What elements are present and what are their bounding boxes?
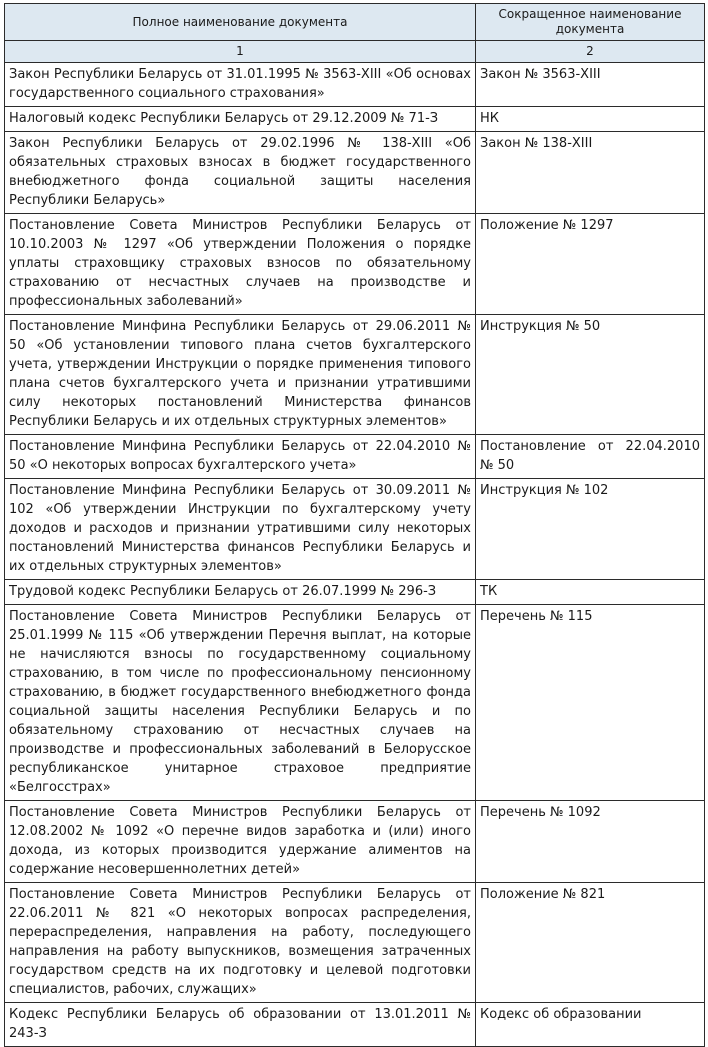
full-name-cell: Закон Республики Беларусь от 29.02.1996 № 138-XIII «Об обязательных страховых взносах в бюджет государственного внебюджетного фонда социальной защиты населения Республики Беларусь» xyxy=(5,132,476,214)
full-name-cell: Постановление Минфина Республики Беларусь от 29.06.2011 № 50 «Об установлении типового плана счетов бухгалтерского учета, утверждении Инструкции о порядке применения типового плана счетов бухгалтерского учета и признании утратившими силу некоторых постановлений Министерства финансов Республики Беларусь и их отдельных структурных элементов» xyxy=(5,315,476,435)
table-row xyxy=(5,883,705,1003)
table-row xyxy=(5,63,705,107)
full-name-cell: Постановление Совета Министров Республики Беларусь от 10.10.2003 № 1297 «Об утверждении Положения о порядке уплаты страховщику страховых взносов по обязательному страхованию от несчастных случаев на производстве и профессиональных заболеваний» xyxy=(5,214,476,315)
full-name-cell: Закон Республики Беларусь от 31.01.1995 № 3563-XIII «Об основах государственного социального страхования» xyxy=(5,63,476,107)
full-name-cell: Постановление Совета Министров Республики Беларусь от 25.01.1999 № 115 «Об утверждении Перечня выплат, на которые не начисляются взносы по государственному социальному страхованию, в том числе по профессиональному пенсионному страхованию, в бюджет государственного внебюджетного фонда социальной защиты населения Республики Беларусь и по обязательному страхованию от несчастных случаев на производстве и профессиональных заболеваний в Белорусское республиканское унитарное страховое предприятие «Белгосстрах» xyxy=(5,605,476,801)
short-name-cell: Кодекс об образовании xyxy=(476,1003,705,1047)
table-row xyxy=(5,479,705,580)
header-short-name: Сокращенное наименование документа xyxy=(476,4,705,41)
table-row xyxy=(5,315,705,435)
table-row xyxy=(5,801,705,883)
header-full-name: Полное наименование документа xyxy=(5,4,476,41)
full-name-cell: Постановление Минфина Республики Беларусь от 30.09.2011 № 102 «Об утверждении Инструкции по бухгалтерскому учету доходов и расходов и признании утратившими силу некоторых постановлений Министерства финансов Республики Беларусь и их отдельных структурных элементов» xyxy=(5,479,476,580)
table-row xyxy=(5,132,705,214)
short-name-cell: Инструкция № 50 xyxy=(476,315,705,435)
short-name-cell: Перечень № 1092 xyxy=(476,801,705,883)
header-row xyxy=(5,4,705,41)
full-name-cell: Постановление Совета Министров Республики Беларусь от 22.06.2011 № 821 «О некоторых вопросах распределения, перераспределения, направления на работу, последующего направления на работу выпускников, возмещения затраченных государством средств на их подготовку и целевой подготовки специалистов, рабочих, служащих» xyxy=(5,883,476,1003)
table-row xyxy=(5,435,705,479)
short-name-cell: Закон № 138-XIII xyxy=(476,132,705,214)
table-row xyxy=(5,580,705,605)
column-number-2: 2 xyxy=(476,41,705,63)
full-name-cell: Постановление Совета Министров Республики Беларусь от 12.08.2002 № 1092 «О перечне видов заработка и (или) иного дохода, из которых производится удержание алиментов на содержание несовершеннолетних детей» xyxy=(5,801,476,883)
short-name-cell: Положение № 821 xyxy=(476,883,705,1003)
short-name-cell: ТК xyxy=(476,580,705,605)
column-number-row xyxy=(5,41,705,63)
short-name-cell: Инструкция № 102 xyxy=(476,479,705,580)
short-name-cell: Закон № 3563-XIII xyxy=(476,63,705,107)
table-row xyxy=(5,214,705,315)
short-name-cell: НК xyxy=(476,107,705,132)
table-row xyxy=(5,107,705,132)
short-name-cell: Положение № 1297 xyxy=(476,214,705,315)
short-name-cell: Постановление от 22.04.2010 № 50 xyxy=(476,435,705,479)
document-table-wrapper xyxy=(4,3,704,1047)
full-name-cell: Кодекс Республики Беларусь об образовании от 13.01.2011 № 243-З xyxy=(5,1003,476,1047)
column-number-1: 1 xyxy=(5,41,476,63)
full-name-cell: Постановление Минфина Республики Беларусь от 22.04.2010 № 50 «О некоторых вопросах бухгалтерского учета» xyxy=(5,435,476,479)
table-row xyxy=(5,605,705,801)
documents-table xyxy=(4,3,705,1047)
full-name-cell: Трудовой кодекс Республики Беларусь от 26.07.1999 № 296-З xyxy=(5,580,476,605)
table-row xyxy=(5,1003,705,1047)
full-name-cell: Налоговый кодекс Республики Беларусь от 29.12.2009 № 71-З xyxy=(5,107,476,132)
short-name-cell: Перечень № 115 xyxy=(476,605,705,801)
